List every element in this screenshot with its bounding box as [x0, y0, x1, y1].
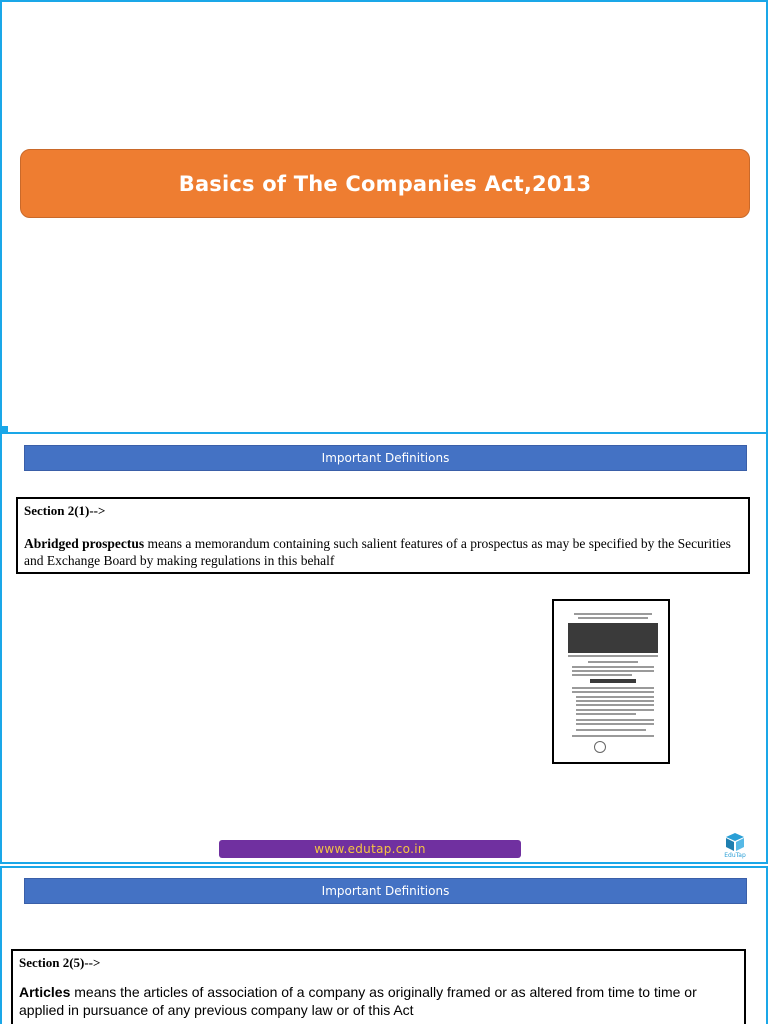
definition-body: means a memorandum containing such salient features of a prospectus as may be specified by the Securities and Exchange Board by making regulations in this behalf — [24, 536, 731, 568]
defined-term: Abridged prospectus — [24, 536, 145, 551]
slide-title-text: Basics of The Companies Act,2013 — [178, 171, 592, 196]
seal-icon — [594, 741, 606, 753]
section-label: Section 2(1)--> — [24, 503, 106, 518]
title-banner — [20, 149, 750, 218]
prospectus-document-thumbnail — [552, 599, 670, 764]
section-label: Section 2(5)--> — [19, 955, 101, 970]
definition-box — [11, 949, 746, 1024]
defined-term: Articles — [19, 984, 71, 1000]
section-header-text: Important Definitions — [321, 451, 450, 465]
website-link-text: www.edutap.co.in — [314, 842, 426, 856]
definition-text — [19, 983, 738, 1019]
edutap-logo-text: EduTap — [724, 852, 746, 859]
definition-body: means the articles of association of a company as originally framed or as altered from time to time or applied in pursuance of any previous company law or of this Act — [19, 984, 697, 1018]
definition-text — [24, 535, 742, 569]
edutap-logo-icon — [722, 831, 748, 853]
section-header-bar — [24, 878, 747, 904]
slide-title — [0, 0, 768, 334]
section-header-text: Important Definitions — [321, 884, 450, 898]
website-link[interactable] — [219, 840, 521, 858]
edutap-logo — [722, 831, 748, 861]
definition-box — [16, 497, 750, 574]
section-header-bar — [24, 445, 747, 471]
slide-title-lower — [0, 334, 768, 432]
